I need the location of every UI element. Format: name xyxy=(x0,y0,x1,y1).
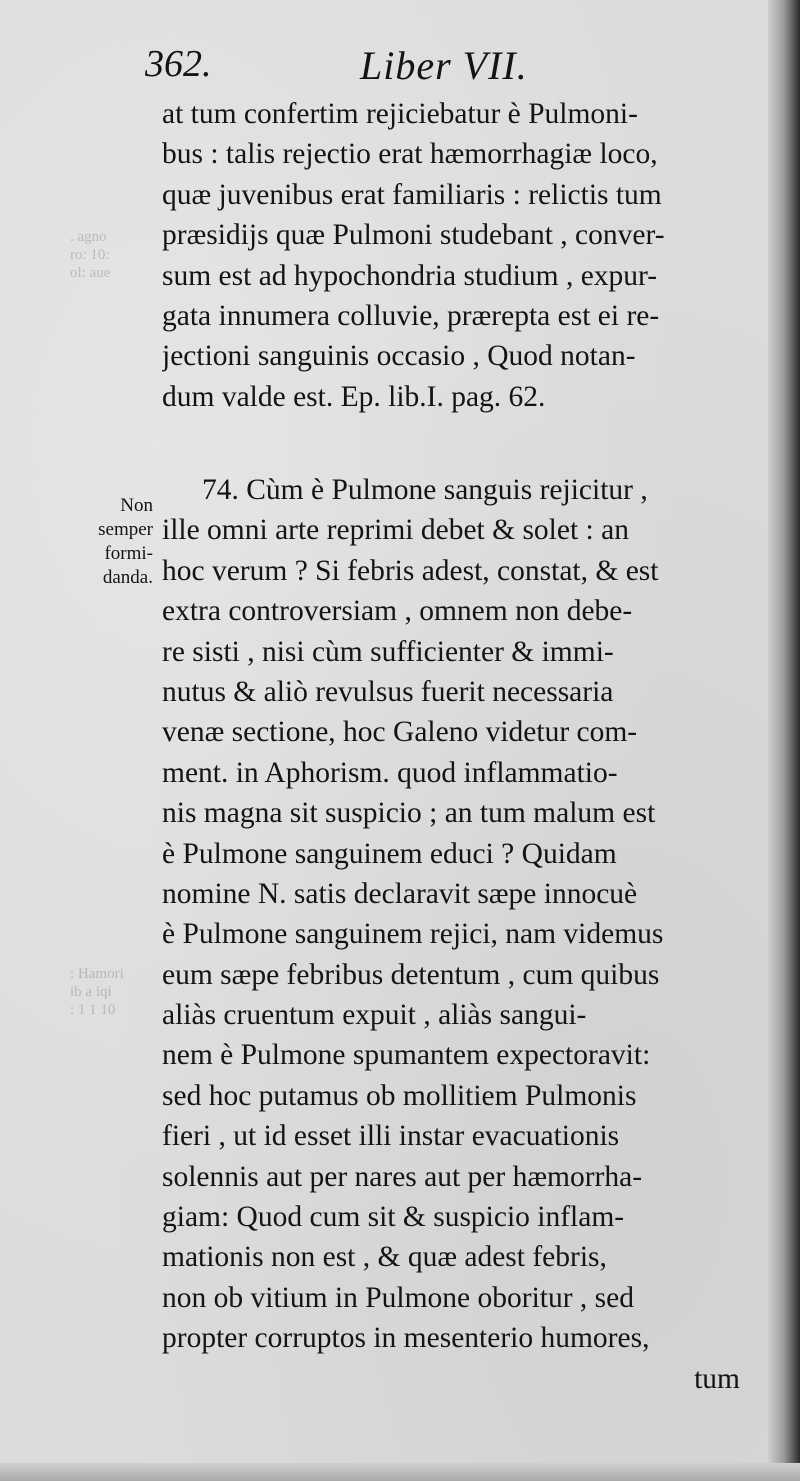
text-line: è Pulmone sanguinem rejici, nam videmus xyxy=(162,918,664,951)
text-line: nis magna sit suspicio ; an tum malum est xyxy=(162,797,656,830)
text-line: quæ juvenibus erat familiaris : relictis tum xyxy=(162,178,662,211)
text-line: propter corruptos in mesenterio humores, xyxy=(162,1322,650,1355)
text-line: ment. in Aphorism. quod inflammatio- xyxy=(162,756,618,789)
paragraph-74 xyxy=(162,470,762,1399)
text-line: dum valde est. Ep. lib.I. pag. 62. xyxy=(162,380,546,413)
text-line: gata innumera colluvie, prærepta est ei re- xyxy=(162,299,660,332)
margin-note-line: danda. xyxy=(102,567,153,588)
catchword: tum xyxy=(694,1362,740,1395)
text-line: sum est ad hypochondria studium , expur- xyxy=(162,259,658,292)
page-number: 362. xyxy=(145,43,212,85)
text-line: nomine N. satis declaravit sæpe innocuè xyxy=(162,877,638,910)
text-line: fieri , ut id esset illi instar evacuationis xyxy=(162,1120,620,1153)
text-line: nutus & aliò revulsus fuerit necessaria xyxy=(162,675,614,708)
text-line: sed hoc putamus ob mollitiem Pulmonis xyxy=(162,1079,637,1112)
text-line: aliàs cruentum expuit , aliàs sangui- xyxy=(162,999,587,1032)
running-head: Liber VII. xyxy=(360,43,528,88)
page-edge-shadow xyxy=(768,0,800,1481)
page-bottom-edge xyxy=(0,1463,800,1481)
text-line: 74. Cùm è Pulmone sanguis rejicitur , xyxy=(202,474,648,506)
text-line: nem è Pulmone spumantem expectoravit: xyxy=(162,1039,651,1072)
text-line: non ob vitium in Pulmone oboritur , sed xyxy=(162,1281,634,1314)
bleed-through-marks-lower: : Hamori ib a iqi : 1 1 10 xyxy=(70,966,124,1018)
text-line: at tum confertim rejiciebatur è Pulmoni- xyxy=(162,98,638,130)
paragraph-continued xyxy=(162,94,762,417)
text-line: ille omni arte reprimi debet & solet : an xyxy=(162,514,629,547)
margin-note-line: semper xyxy=(98,519,153,540)
text-line: è Pulmone sanguinem educi ? Quidam xyxy=(162,837,617,870)
page-header xyxy=(145,42,585,90)
text-line: præsidijs quæ Pulmoni studebant , conver- xyxy=(162,219,665,252)
text-line: eum sæpe febribus detentum , cum quibus xyxy=(162,958,660,991)
text-line: jectioni sanguinis occasio , Quod notan- xyxy=(162,340,636,373)
bleed-through-marks: . agno ro: 10: ol: aue xyxy=(70,229,111,281)
text-line: extra controversiam , omnem non debe- xyxy=(162,595,633,628)
text-line: venæ sectione, hoc Galeno videtur com- xyxy=(162,716,638,749)
margin-note xyxy=(38,494,153,590)
text-line: mationis non est , & quæ adest febris, xyxy=(162,1241,607,1274)
text-line: re sisti , nisi cùm sufficienter & immi- xyxy=(162,635,614,668)
text-line: solennis aut per nares aut per hæmorrha- xyxy=(162,1160,643,1193)
text-line: giam: Quod cum sit & suspicio inflam- xyxy=(162,1201,625,1234)
text-line: bus : talis rejectio erat hæmorrhagiæ loco, xyxy=(162,138,658,171)
margin-note-line: formi- xyxy=(104,543,153,564)
margin-note-line: Non xyxy=(120,495,153,516)
text-line: hoc verum ? Si febris adest, constat, & est xyxy=(162,554,659,587)
